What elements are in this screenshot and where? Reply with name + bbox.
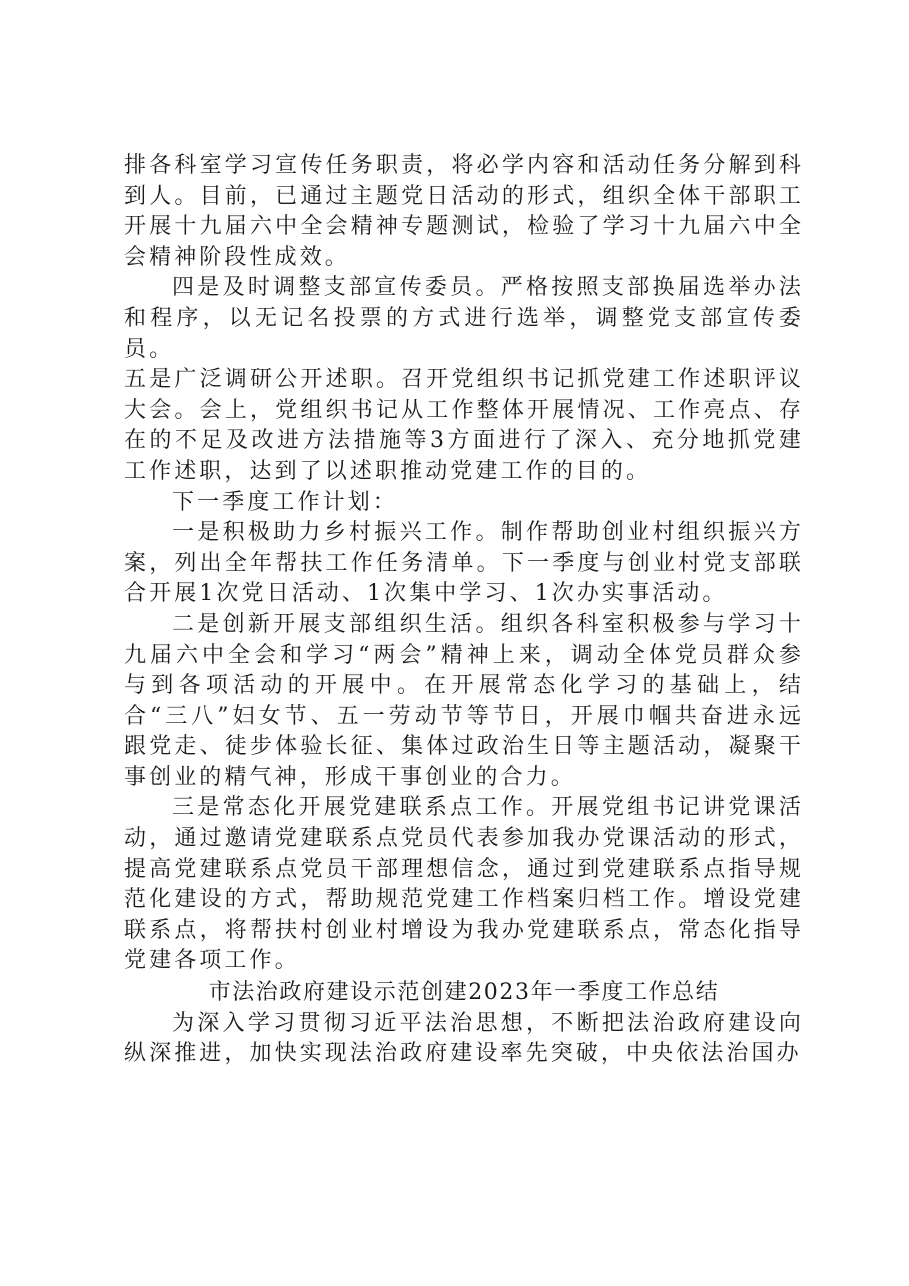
- paragraph-contact-points: 三是常态化开展党建联系点工作。开展党组书记讲党课活动，通过邀请党建联系点党员代表参加我办党课活动的形式，提高党建联系点党员干部理想信念，通过到党建联系点指导规范化建设的方式，帮助规范党建工作档案归档工作。增设党建联系点，将帮扶村创业村增设为我办党建联系点，常态化指导党建各项工作。: [124, 795, 804, 974]
- section-title: 市法治政府建设示范创建2023年一季度工作总结: [208, 980, 720, 1006]
- paragraph-study-tasks: 排各科室学习宣传任务职责，将必学内容和活动任务分解到科到人。目前，已通过主题党日活动的形式，组织全体干部职工开展十九届六中全会精神专题测试，检验了学习十九届六中全会精神阶段性成效。: [124, 153, 804, 270]
- paragraph-rural-revitalization: 一是积极助力乡村振兴工作。制作帮助创业村组织振兴方案，列出全年帮扶工作任务清单。下一季度与创业村党支部联合开展1次党日活动、1次集中学习、1次办实事活动。: [124, 520, 804, 607]
- paragraph-public-report: 五是广泛调研公开述职。召开党组织书记抓党建工作述职评议大会。会上，党组织书记从工作整体开展情况、工作亮点、存在的不足及改进方法措施等3方面进行了深入、充分地抓党建工作述职，达到了以述职推动党建工作的目的。: [124, 367, 804, 484]
- paragraph-closing: 为深入学习贯彻习近平法治思想，不断把法治政府建设向纵深推进，加快实现法治政府建设率先突破，中央依法治国办: [124, 1010, 804, 1067]
- paragraph-organization-life: 二是创新开展支部组织生活。组织各科室积极参与学习十九届六中全会和学习“两会”精神上来，调动全体党员群众参与到各项活动的开展中。在开展常态化学习的基础上，结合“三八”妇女节、五一劳动节等节日，开展巾帼共奋进永远跟党走、徒步体验长征、集体过政治生日等主题活动，凝聚干事创业的精气神，形成干事创业的合力。: [124, 611, 804, 790]
- paragraph-next-quarter-heading: 下一季度工作计划：: [172, 489, 398, 515]
- paragraph-adjust-committee: 四是及时调整支部宣传委员。严格按照支部换届选举办法和程序，以无记名投票的方式进行选举，调整党支部宣传委员。: [124, 275, 804, 362]
- document-body: [124, 151, 804, 1070]
